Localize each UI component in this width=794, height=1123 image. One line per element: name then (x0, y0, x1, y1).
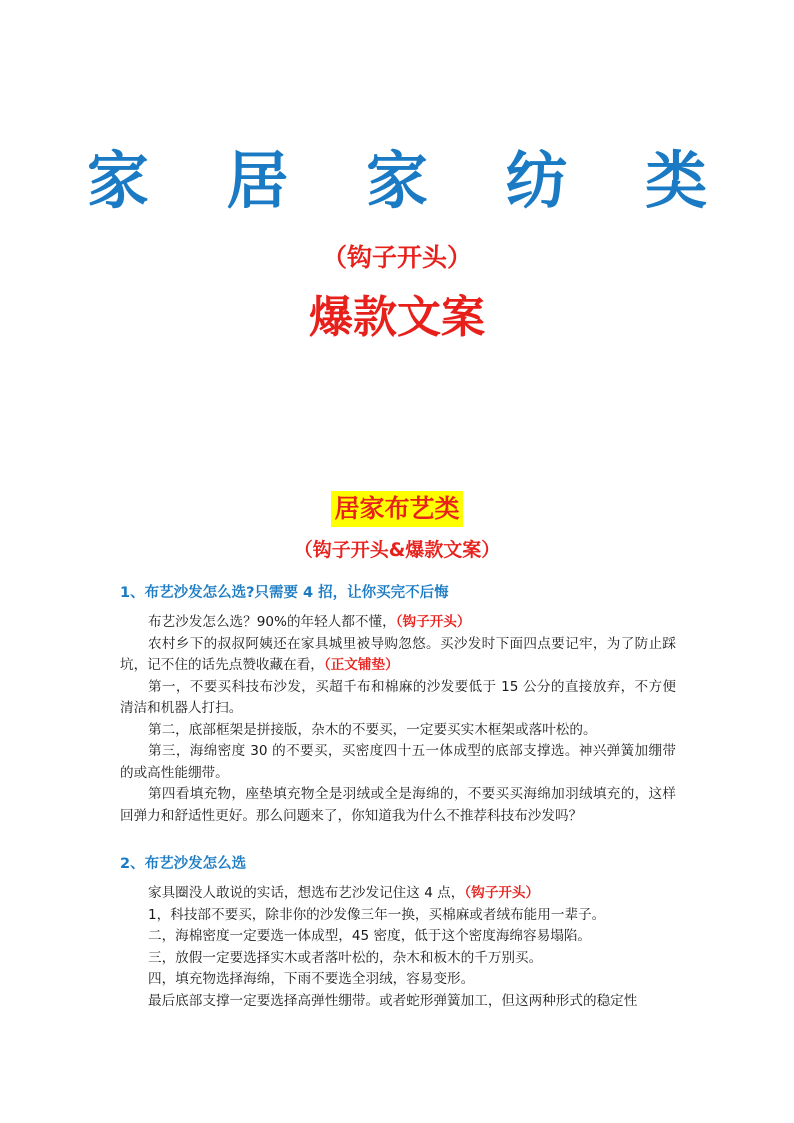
document-title: 家 居 家 纺 类 (86, 144, 736, 217)
paragraph-text: 第二，底部框架是拼接版，杂木的不要买，一定要买实木框架或落叶松的。 (148, 721, 597, 738)
paragraph (120, 784, 676, 827)
paragraph (120, 634, 676, 677)
article-1 (120, 582, 676, 604)
paragraph (120, 905, 676, 927)
paragraph-text: 农村乡下的叔叔阿姨还在家具城里被导购忽悠。买沙发时下面四点要记牢，为了防止踩坑，记不住的话先点赞收藏在看， (120, 635, 676, 673)
article-heading: 2、布艺沙发怎么选 (120, 856, 247, 872)
paragraph-tag: （钩子开头） (464, 885, 540, 901)
main-subtitle: 爆款文案 (309, 292, 485, 343)
paragraph-text: 布艺沙发怎么选？90%的年轻人都不懂， (148, 614, 396, 630)
paragraph-tag: （钩子开头） (395, 614, 471, 630)
article-1-body (120, 612, 676, 827)
paragraph-text: 1，科技部不要买，除非你的沙发像三年一换，买棉麻或者绒布能用一辈子。 (148, 906, 606, 923)
article-2 (120, 853, 676, 875)
paragraph-text: 二，海棉密度一定要选一体成型，45 密度，低于这个密度海绵容易塌陷。 (148, 928, 592, 944)
article-2-body (120, 883, 676, 1012)
hook-subtitle: （钩子开头） (321, 243, 472, 272)
paragraph (120, 677, 676, 720)
section-title: 居家布艺类 (331, 491, 462, 527)
paragraph (120, 991, 676, 1013)
paragraph-text: 家具圈没人敢说的实话，想选布艺沙发记住这 4 点， (148, 885, 465, 901)
paragraph-text: 最后底部支撑一定要选择高弹性绷带。或者蛇形弹簧加工，但这两种形式的稳定性 (148, 992, 638, 1009)
paragraph (120, 612, 676, 634)
paragraph (120, 741, 676, 784)
paragraph (120, 969, 676, 991)
paragraph-text: 三，放假一定要选择实木或者落叶松的，杂木和板木的千万别买。 (148, 949, 543, 966)
paragraph-text: 第四看填充物，座垫填充物全是羽绒或全是海绵的，不要买买海绵加羽绒填充的，这样回弹力和舒适性更好。那么问题来了，你知道我为什么不推荐科技布沙发吗？ (120, 786, 676, 824)
paragraph-text: 第一，不要买科技布沙发，买超千布和棉麻的沙发要低于 15 公分的直接放弃，不方便清洁和机器人打扫。 (120, 678, 676, 716)
paragraph-tag: （正文铺垫） (323, 657, 399, 673)
section-title-wrap (0, 491, 794, 527)
paragraph-text: 四，填充物选择海绵，下雨不要选全羽绒，容易变形。 (148, 971, 475, 987)
article-heading: 1、布艺沙发怎么选?只需要 4 招，让你买完不后悔 (120, 585, 449, 601)
paragraph (120, 926, 676, 948)
paragraph-text: 第三，海绵密度 30 的不要买，买密度四十五一体成型的底部支撑选。神兴弹簧加绷带的或高性能绷带。 (120, 743, 676, 781)
paragraph (120, 883, 676, 905)
paragraph (120, 948, 676, 970)
paragraph (120, 720, 676, 742)
section-subtitle: （钩子开头&爆款文案） (293, 539, 501, 561)
